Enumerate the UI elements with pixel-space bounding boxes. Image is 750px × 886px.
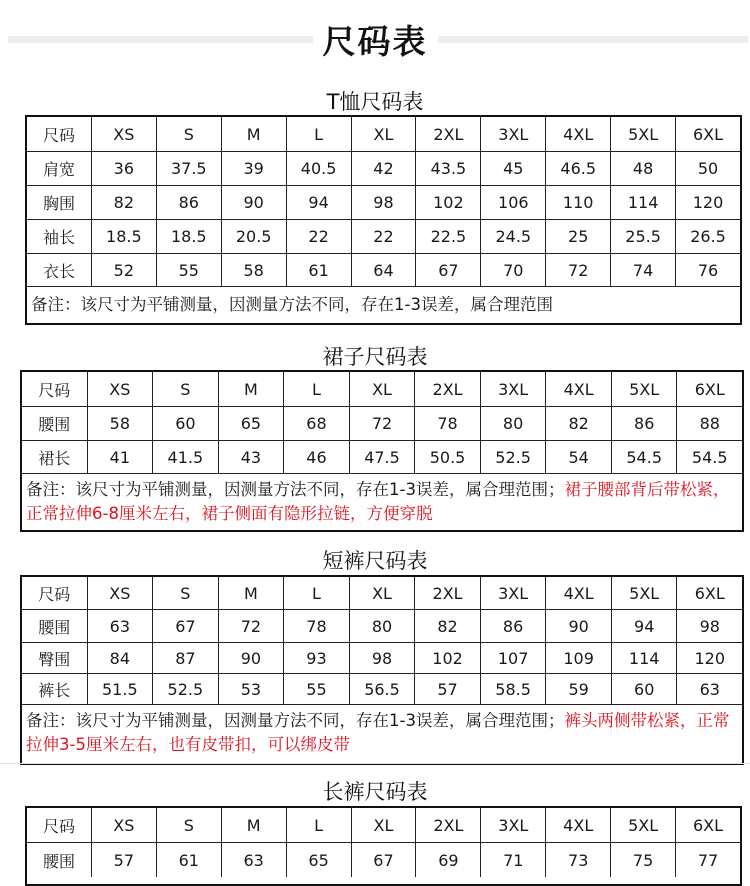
table-cell: 5XL xyxy=(612,372,678,406)
table-cell: 98 xyxy=(699,616,720,636)
table-cell: 58 xyxy=(222,254,287,286)
table-cell: 74 xyxy=(611,254,676,286)
shorts-size-table xyxy=(20,575,744,765)
note-text: 备注：该尺寸为平铺测量，因测量方法不同，存在1-3误差，属合理范围 xyxy=(31,295,553,314)
note-highlight-text: 裤头两侧带松紧，正常拉伸3-5厘米左右，也有皮带扣，可以绑皮带 xyxy=(26,711,730,754)
tshirt-section-title: T恤尺码表 xyxy=(326,90,424,114)
table-cell: 102 xyxy=(416,186,481,219)
table-cell: 72 xyxy=(546,254,611,286)
table-note xyxy=(27,293,740,317)
table-cell: XL xyxy=(350,577,416,609)
table-cell: 63 xyxy=(699,679,720,699)
table-cell: 65 xyxy=(287,843,352,877)
table-cell: 54 xyxy=(546,441,612,473)
table-row xyxy=(27,186,740,220)
table-cell: M xyxy=(222,117,287,151)
note-text: 备注：该尺寸为平铺测量，因测量方法不同，存在1-3误差，属合理范围； xyxy=(26,480,565,499)
table-cell: 5XL xyxy=(611,808,676,842)
table-cell: 52.5 xyxy=(153,674,219,704)
page-title: 尺码表 xyxy=(0,16,750,63)
table-cell: 80 xyxy=(481,407,547,440)
table-cell: 3XL xyxy=(481,117,546,151)
table-cell: 40.5 xyxy=(287,152,352,185)
table-cell: 64 xyxy=(352,254,417,286)
table-header-row xyxy=(22,577,742,610)
table-cell: 69 xyxy=(416,843,481,877)
table-cell: 4XL xyxy=(546,808,611,842)
table-cell: L xyxy=(287,117,352,151)
row-label-cell: 尺码 xyxy=(22,372,88,406)
note-highlight-text: 裙子腰部背后带松紧，正常拉伸6-8厘米左右，裙子侧面有隐形拉链，方便穿脱 xyxy=(26,480,730,523)
table-cell: 4XL xyxy=(546,117,611,151)
table-cell: 2XL xyxy=(415,577,481,609)
table-note-row xyxy=(22,705,742,763)
table-cell: S xyxy=(157,117,222,151)
table-cell: 67 xyxy=(153,610,219,642)
table-note-row xyxy=(27,287,740,323)
table-cell: XS xyxy=(88,577,154,609)
table-cell: M xyxy=(219,372,285,406)
table-cell: 110 xyxy=(546,186,611,219)
table-cell: 41 xyxy=(88,441,154,473)
table-cell: XL xyxy=(352,117,417,151)
table-cell: 6XL xyxy=(692,815,724,835)
table-cell: 4XL xyxy=(546,372,612,406)
table-cell: 22 xyxy=(352,220,417,253)
table-cell: 41.5 xyxy=(153,441,219,473)
table-cell: 61 xyxy=(157,843,222,877)
table-cell: 80 xyxy=(350,610,416,642)
row-label-cell: 尺码 xyxy=(22,577,88,609)
table-cell: 63 xyxy=(88,610,154,642)
row-label-cell: 腰围 xyxy=(22,610,88,642)
skirt-size-table xyxy=(20,370,744,532)
table-cell: M xyxy=(222,808,287,842)
table-cell: 61 xyxy=(287,254,352,286)
table-cell: 90 xyxy=(222,186,287,219)
table-cell: 2XL xyxy=(415,372,481,406)
table-cell: XS xyxy=(92,117,157,151)
table-cell: 3XL xyxy=(481,808,546,842)
table-note xyxy=(22,709,742,757)
row-label-cell: 腰围 xyxy=(22,407,88,440)
table-cell: 5XL xyxy=(611,117,676,151)
table-cell: 67 xyxy=(416,254,481,286)
table-cell: 72 xyxy=(219,610,285,642)
row-label-cell: 臀围 xyxy=(22,643,88,673)
table-cell: 78 xyxy=(415,407,481,440)
table-cell: 87 xyxy=(153,643,219,673)
table-cell: 75 xyxy=(611,843,676,877)
table-cell: 43 xyxy=(219,441,285,473)
table-cell: 58.5 xyxy=(481,674,547,704)
table-cell: 20.5 xyxy=(222,220,287,253)
row-label-cell: 裤长 xyxy=(22,674,88,704)
table-cell: 18.5 xyxy=(157,220,222,253)
table-cell: 50.5 xyxy=(415,441,481,473)
table-cell: 114 xyxy=(612,643,678,673)
table-cell: 120 xyxy=(692,193,724,212)
table-cell: 77 xyxy=(697,850,719,870)
table-cell: 70 xyxy=(481,254,546,286)
table-cell: 52.5 xyxy=(481,441,547,473)
table-cell: S xyxy=(153,372,219,406)
table-cell: 43.5 xyxy=(416,152,481,185)
table-cell: 37.5 xyxy=(157,152,222,185)
table-cell: L xyxy=(284,577,350,609)
table-header-row xyxy=(22,372,742,407)
table-cell: 90 xyxy=(546,610,612,642)
table-cell: M xyxy=(219,577,285,609)
table-cell: 82 xyxy=(92,186,157,219)
row-label-cell: 衣长 xyxy=(27,254,92,286)
table-cell: 50 xyxy=(697,159,719,178)
table-cell: 18.5 xyxy=(92,220,157,253)
table-cell: 3XL xyxy=(481,577,547,609)
table-cell: 6XL xyxy=(692,124,724,144)
table-cell: 68 xyxy=(284,407,350,440)
table-header-row xyxy=(27,117,740,152)
pants-section-title: 长裤尺码表 xyxy=(322,780,428,804)
table-cell: XL xyxy=(350,372,416,406)
table-cell: 90 xyxy=(219,643,285,673)
note-text: 备注：该尺寸为平铺测量，因测量方法不同，存在1-3误差，属合理范围； xyxy=(26,711,565,730)
table-cell: XS xyxy=(88,372,154,406)
table-cell: 84 xyxy=(88,643,154,673)
table-cell: 57 xyxy=(92,843,157,877)
table-row xyxy=(27,220,740,254)
table-cell: 46 xyxy=(284,441,350,473)
tshirt-size-table xyxy=(25,115,742,325)
table-cell: 2XL xyxy=(416,117,481,151)
table-cell: 2XL xyxy=(416,808,481,842)
table-row xyxy=(22,407,742,441)
table-cell: 93 xyxy=(284,643,350,673)
table-cell: 5XL xyxy=(612,577,678,609)
table-row xyxy=(22,674,742,705)
table-cell: 86 xyxy=(612,407,678,440)
table-cell: 56.5 xyxy=(350,674,416,704)
table-row xyxy=(27,843,740,877)
row-label-cell: 裙长 xyxy=(22,441,88,473)
table-cell: 47.5 xyxy=(350,441,416,473)
table-cell: 109 xyxy=(546,643,612,673)
table-cell: 45 xyxy=(481,152,546,185)
table-cell: L xyxy=(287,808,352,842)
table-cell: 114 xyxy=(611,186,676,219)
table-row xyxy=(22,441,742,474)
table-cell: 39 xyxy=(222,152,287,185)
skirt-section-title: 裙子尺码表 xyxy=(322,345,428,369)
table-cell: 22.5 xyxy=(416,220,481,253)
row-label-cell: 尺码 xyxy=(27,117,92,151)
table-cell: XL xyxy=(352,808,417,842)
table-cell: 26.5 xyxy=(690,227,726,246)
table-cell: 54.5 xyxy=(612,441,678,473)
table-cell: 48 xyxy=(611,152,676,185)
table-cell: 22 xyxy=(287,220,352,253)
table-cell: 24.5 xyxy=(481,220,546,253)
table-row xyxy=(27,254,740,287)
table-cell: 82 xyxy=(546,407,612,440)
table-cell: 52 xyxy=(92,254,157,286)
table-cell: 106 xyxy=(481,186,546,219)
table-cell: 59 xyxy=(546,674,612,704)
table-cell: 73 xyxy=(546,843,611,877)
table-header-row xyxy=(27,808,740,843)
table-cell: 42 xyxy=(352,152,417,185)
table-cell: 46.5 xyxy=(546,152,611,185)
table-cell: 72 xyxy=(350,407,416,440)
row-label-cell: 袖长 xyxy=(27,220,92,253)
table-cell: S xyxy=(157,808,222,842)
table-cell: 98 xyxy=(350,643,416,673)
table-cell: 94 xyxy=(612,610,678,642)
table-cell: 65 xyxy=(219,407,285,440)
row-label-cell: 肩宽 xyxy=(27,152,92,185)
table-cell: 78 xyxy=(284,610,350,642)
table-cell: 6XL xyxy=(694,379,725,399)
table-cell: 86 xyxy=(481,610,547,642)
row-label-cell: 胸围 xyxy=(27,186,92,219)
table-cell: 76 xyxy=(697,260,719,280)
table-cell: 36 xyxy=(92,152,157,185)
table-cell: 25.5 xyxy=(611,220,676,253)
table-row xyxy=(22,643,742,674)
table-cell: S xyxy=(153,577,219,609)
table-cell: 88 xyxy=(699,414,720,433)
table-cell: XS xyxy=(92,808,157,842)
table-cell: 60 xyxy=(612,674,678,704)
table-cell: 120 xyxy=(694,648,726,668)
table-cell: 53 xyxy=(219,674,285,704)
table-cell: 63 xyxy=(222,843,287,877)
table-cell: 94 xyxy=(287,186,352,219)
table-cell: 86 xyxy=(157,186,222,219)
table-cell: 55 xyxy=(284,674,350,704)
table-cell: 3XL xyxy=(481,372,547,406)
table-cell: 54.5 xyxy=(691,447,728,467)
table-note xyxy=(22,478,742,526)
table-cell: 71 xyxy=(481,843,546,877)
table-cell: 102 xyxy=(415,643,481,673)
shorts-section-title: 短裤尺码表 xyxy=(322,549,428,573)
table-cell: 82 xyxy=(415,610,481,642)
table-row xyxy=(27,152,740,186)
section-divider xyxy=(0,763,750,764)
table-cell: 67 xyxy=(352,843,417,877)
table-cell: 51.5 xyxy=(88,674,154,704)
table-cell: 107 xyxy=(481,643,547,673)
pants-size-table xyxy=(25,806,742,886)
table-cell: 98 xyxy=(352,186,417,219)
table-cell: 57 xyxy=(415,674,481,704)
table-cell: L xyxy=(284,372,350,406)
table-row xyxy=(22,610,742,643)
table-cell: 6XL xyxy=(694,583,725,603)
table-cell: 55 xyxy=(157,254,222,286)
table-cell: 4XL xyxy=(546,577,612,609)
table-cell: 25 xyxy=(546,220,611,253)
table-note-row xyxy=(22,474,742,530)
row-label-cell: 尺码 xyxy=(27,808,92,842)
row-label-cell: 腰围 xyxy=(27,843,92,877)
table-cell: 60 xyxy=(153,407,219,440)
table-cell: 58 xyxy=(88,407,154,440)
